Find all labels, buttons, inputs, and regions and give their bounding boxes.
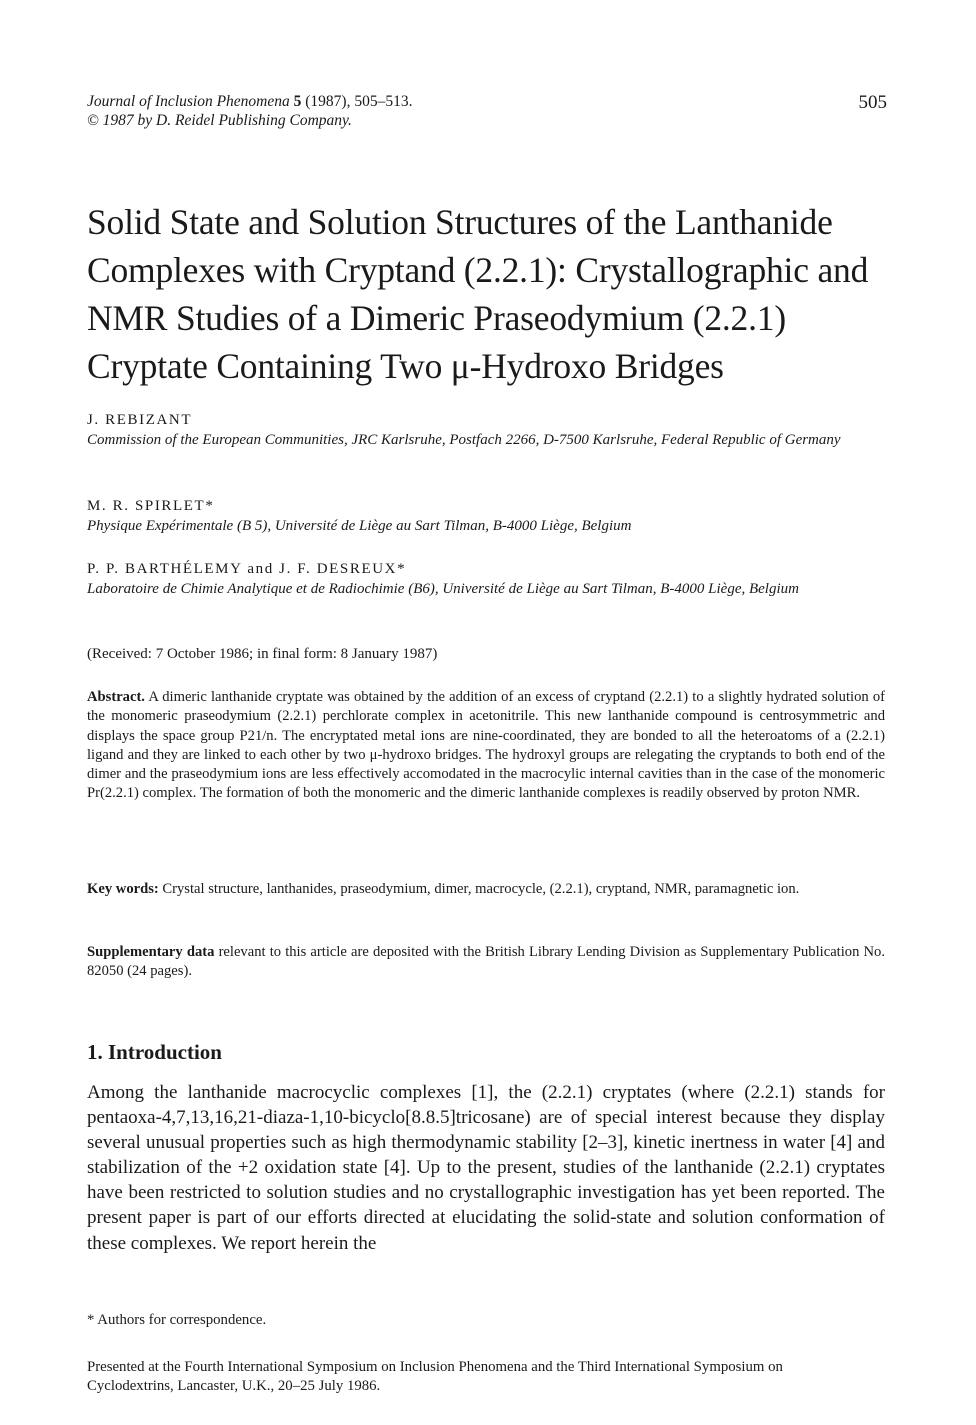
journal-header xyxy=(87,92,885,130)
key-words xyxy=(87,880,885,899)
journal-volume: 5 xyxy=(293,93,302,110)
author-group-1 xyxy=(87,410,885,450)
section-heading: 1. Introduction xyxy=(87,1040,222,1064)
copyright-line: © 1987 by D. Reidel Publishing Company. xyxy=(87,112,352,129)
page-number: 505 xyxy=(858,92,887,113)
author-group-3 xyxy=(87,559,885,599)
author-names: M. R. SPIRLET* xyxy=(87,498,215,514)
author-affiliation: Physique Expérimentale (B 5), Université de Liège au Sart Tilman, B-4000 Liège, Belgium xyxy=(87,518,632,534)
abstract-text: A dimeric lanthanide cryptate was obtained by the addition of an excess of cryptand (2.2.1) to a slightly hydrated solution of the monomeric praseodymium (2.2.1) perchlorate complex in acetonitrile. This new lanthanide compound is centrosymmetric and displays the space group P21/n. The encryptated metal ions are nine-coordinated, they are bonded to all the heteroatoms of a (2.2.1) ligand and they are linked to each other by two μ-hydroxo bridges. The hydroxyl groups are relegating the cryptands to both end of the dimer and the praseodymium ions are less effectively accomodated in the macrocylic internal cavities than in the case of the monomeric Pr(2.2.1) complex. The formation of both the monomeric and the dimeric lanthanide complexes is readily observed by proton NMR. xyxy=(87,689,885,802)
presented-note: Presented at the Fourth International Symposium on Inclusion Phenomena and the Third International Symposium on Cyclodextrins, Lancaster, U.K., 20–25 July 1986. xyxy=(87,1359,783,1394)
abstract-label: Abstract. xyxy=(87,689,145,705)
journal-citation xyxy=(87,92,885,111)
author-names: J. REBIZANT xyxy=(87,412,193,428)
supplementary-text: relevant to this article are deposited with the British Library Lending Division as Supplementary Publication No. 82050 (24 pages). xyxy=(87,944,885,980)
article-title: Solid State and Solution Structures of the Lanthanide Complexes with Cryptand (2.2.1): Crystallographic and NMR Studies of a Dimeric Praseodymium (2.2.1) Cryptate Containing Two μ-Hydroxo Bridges xyxy=(87,202,869,386)
author-names: P. P. BARTHÉLEMY and J. F. DESREUX* xyxy=(87,561,407,577)
supplementary-label: Supplementary data xyxy=(87,944,215,960)
author-group-2 xyxy=(87,496,885,536)
abstract xyxy=(87,688,885,804)
author-affiliation: Laboratoire de Chimie Analytique et de Radiochimie (B6), Université de Liège au Sart Tilman, B-4000 Liège, Belgium xyxy=(87,581,799,597)
key-words-label: Key words: xyxy=(87,881,159,897)
received-dates: (Received: 7 October 1986; in final form: 8 January 1987) xyxy=(87,646,438,662)
key-words-text: Crystal structure, lanthanides, praseodymium, dimer, macrocycle, (2.2.1), cryptand, NMR, paramagnetic ion. xyxy=(162,881,800,897)
author-affiliation: Commission of the European Communities, JRC Karlsruhe, Postfach 2266, D-7500 Karlsruhe, Federal Republic of Germany xyxy=(87,432,841,448)
footnote: * Authors for correspondence. xyxy=(87,1312,267,1328)
journal-name: Journal of Inclusion Phenomena xyxy=(87,93,290,110)
introduction-body: Among the lanthanide macrocyclic complexes [1], the (2.2.1) cryptates (where (2.2.1) stands for pentaoxa-4,7,13,16,21-diaza-1,10-bicyclo[8.8.5]tricosane) are of special interest because they display several unusual properties such as high thermodynamic stability [2–3], kinetic inertness in water [4] and stabilization of the +2 oxidation state [4]. Up to the present, studies of the lanthanide (2.2.1) cryptates have been restricted to solution studies and no crystallographic investigation has yet been reported. The present paper is part of our efforts directed at elucidating the solid-state and solution conformation of these complexes. We report herein the xyxy=(87,1082,885,1254)
journal-pages: (1987), 505–513. xyxy=(305,93,413,110)
supplementary-data xyxy=(87,943,885,982)
